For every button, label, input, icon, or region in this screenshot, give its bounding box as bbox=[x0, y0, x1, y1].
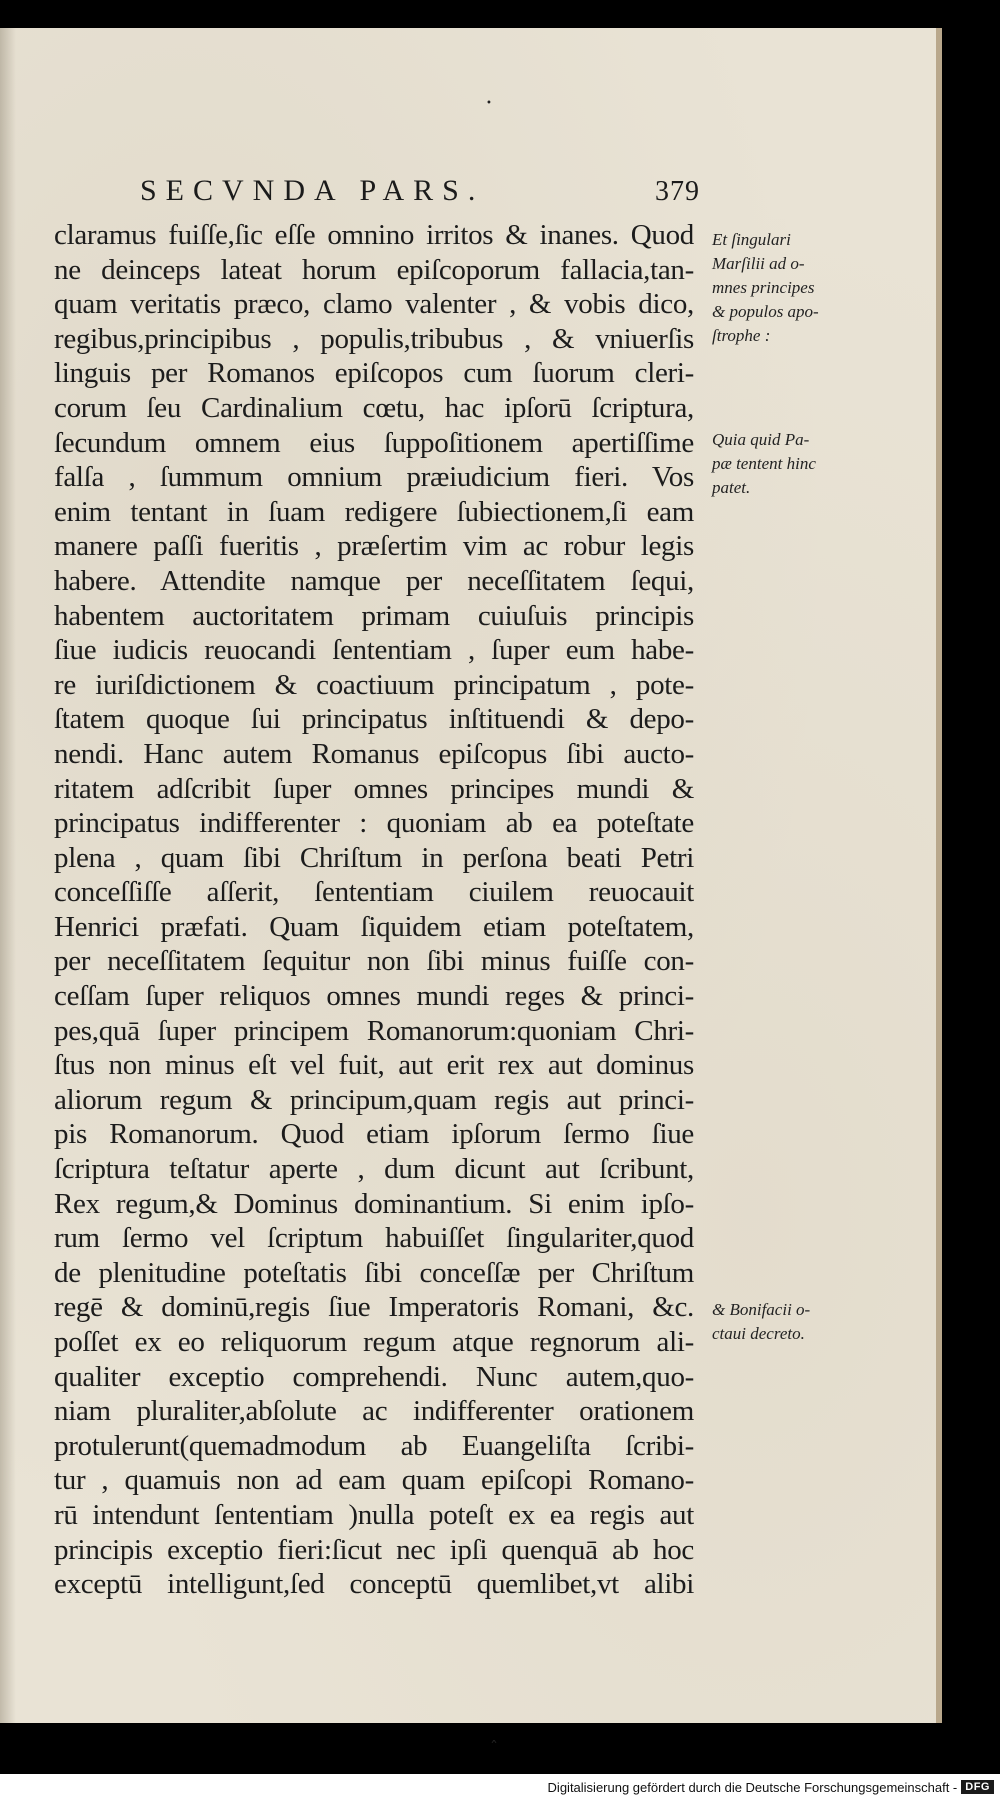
margin-note-line: patet. bbox=[712, 478, 751, 497]
margin-note bbox=[712, 428, 892, 500]
margin-note-line: ctaui decreto. bbox=[712, 1324, 805, 1343]
text-line: pes,quā ſuper principem Romanorum:quoniam Chri- bbox=[54, 1014, 694, 1047]
text-line: enim tentant in ſuam redigere ſubiectionem,ſi eam bbox=[54, 495, 694, 528]
text-line: ſtus non minus eſt vel fuit, aut erit rex aut dominus bbox=[54, 1049, 694, 1082]
text-line: rū intendunt ſententiam )nulla poteſt ex ea regis aut bbox=[54, 1498, 694, 1531]
text-line: habentem auctoritatem primam cuiuſuis principis bbox=[54, 599, 694, 632]
text-line: aliorum regum & principum,quam regis aut princi- bbox=[54, 1083, 694, 1116]
margin-note-line: & populos apo- bbox=[712, 302, 819, 321]
text-line: manere paſſi fueritis , præſertim vim ac robur legis bbox=[54, 530, 694, 563]
text-line: rum ſermo vel ſcriptum habuiſſet ſingulariter,quod bbox=[54, 1222, 694, 1255]
text-line: regibus,principibus , populis,tribubus , & vniuerſis bbox=[54, 322, 694, 355]
text-line: quam veritatis præco, clamo valenter , & vobis dico, bbox=[54, 288, 694, 321]
text-line: claramus fuiſſe,ſic eſſe omnino irritos & inanes. Quod bbox=[54, 219, 694, 251]
text-line: ſiue iudicis reuocandi ſententiam , ſuper eum habe- bbox=[54, 634, 694, 667]
margin-note bbox=[712, 1298, 892, 1346]
text-line: qualiter exceptio comprehendi. Nunc autem,quo- bbox=[54, 1360, 694, 1393]
page-mark-top: • bbox=[486, 98, 492, 109]
text-line: re iuriſdictionem & coactiuum principatum , pote- bbox=[54, 668, 694, 701]
margin-note-line: mnes principes bbox=[712, 278, 815, 297]
text-line: per neceſſitatem ſequitur non ſibi minus fuiſſe con- bbox=[54, 945, 694, 978]
margin-note bbox=[712, 228, 892, 348]
margin-note-line: ſtrophe : bbox=[712, 326, 771, 345]
footer-credit: Digitalisierung gefördert durch die Deutsche Forschungsgemeinschaft - bbox=[547, 1779, 958, 1795]
text-line: poſſet ex eo reliquorum regum atque regnorum ali- bbox=[54, 1326, 694, 1358]
text-line: tur , quamuis non ad eam quam epiſcopi Romano- bbox=[54, 1464, 694, 1497]
margin-note-line: pæ tentent hinc bbox=[712, 454, 816, 473]
text-line: ritatem adſcribit ſuper omnes principes mundi & bbox=[54, 772, 694, 805]
page-header bbox=[140, 174, 700, 214]
text-line: conceſſiſſe aſſerit, ſententiam ciuilem reuocauit bbox=[54, 876, 694, 909]
text-line: Rex regum,& Dominus dominantium. Si enim ipſo- bbox=[54, 1187, 694, 1220]
text-line: linguis per Romanos epiſcopos cum ſuorum cleri- bbox=[54, 357, 694, 390]
text-line: exceptū intelligunt,ſed conceptū quemlibet,vt alibi bbox=[54, 1568, 694, 1601]
text-line: Henrici præfati. Quam ſiquidem etiam poteſtatem, bbox=[54, 910, 694, 943]
body-text bbox=[54, 218, 694, 1602]
text-line: corum ſeu Cardinalium cœtu, hac ipſorū ſcriptura, bbox=[54, 391, 694, 424]
text-line: principis exceptio fieri:ſicut nec ipſi quenquā ab hoc bbox=[54, 1533, 694, 1566]
digitization-footer bbox=[0, 1774, 1000, 1800]
text-line: protulerunt(quemadmodum ab Euangeliſta ſcribi- bbox=[54, 1429, 694, 1462]
text-line: de plenitudine poteſtatis ſibi conceſſæ per Chriſtum bbox=[54, 1256, 694, 1289]
page-number: 379 bbox=[655, 176, 700, 207]
text-line: habere. Attendite namque per neceſſitatem ſequi, bbox=[54, 564, 694, 597]
margin-note-line: Marſilii ad o- bbox=[712, 254, 805, 273]
text-line: ceſſam ſuper reliquos omnes mundi reges & princi- bbox=[54, 980, 694, 1013]
text-line: pis Romanorum. Quod etiam ipſorum ſermo ſiue bbox=[54, 1118, 694, 1151]
text-line: nendi. Hanc autem Romanus epiſcopus ſibi aucto- bbox=[54, 737, 694, 770]
text-line: ſecundum omnem eius ſuppoſitionem apertiſſime bbox=[54, 426, 694, 459]
book-page bbox=[0, 28, 942, 1757]
margin-note-line: Et ſingulari bbox=[712, 230, 791, 249]
text-line: ſcriptura teſtatur aperte , dum dicunt aut ſcribunt, bbox=[54, 1153, 694, 1186]
margin-note-line: Quia quid Pa- bbox=[712, 430, 810, 449]
running-title: SECVNDA PARS. bbox=[140, 174, 485, 207]
dfg-logo: DFG bbox=[961, 1780, 994, 1794]
text-line: principatus indifferenter : quoniam ab ea poteſtate bbox=[54, 807, 694, 840]
text-line: ſtatem quoque ſui principatus inſtituendi & depo- bbox=[54, 703, 694, 736]
page-mark-bottom: ˆ bbox=[490, 1738, 498, 1757]
text-line: regē & dominū,regis ſiue Imperatoris Romani, &c. bbox=[54, 1291, 694, 1324]
text-line: niam pluraliter,abſolute ac indifferenter orationem bbox=[54, 1395, 694, 1428]
text-line: ne deinceps lateat horum epiſcoporum fallacia,tan- bbox=[54, 253, 694, 286]
text-line: falſa , ſummum omnium præiudicium fieri. Vos bbox=[54, 461, 694, 494]
text-line: plena , quam ſibi Chriſtum in perſona beati Petri bbox=[54, 841, 694, 874]
margin-note-line: & Bonifacii o- bbox=[712, 1300, 811, 1319]
